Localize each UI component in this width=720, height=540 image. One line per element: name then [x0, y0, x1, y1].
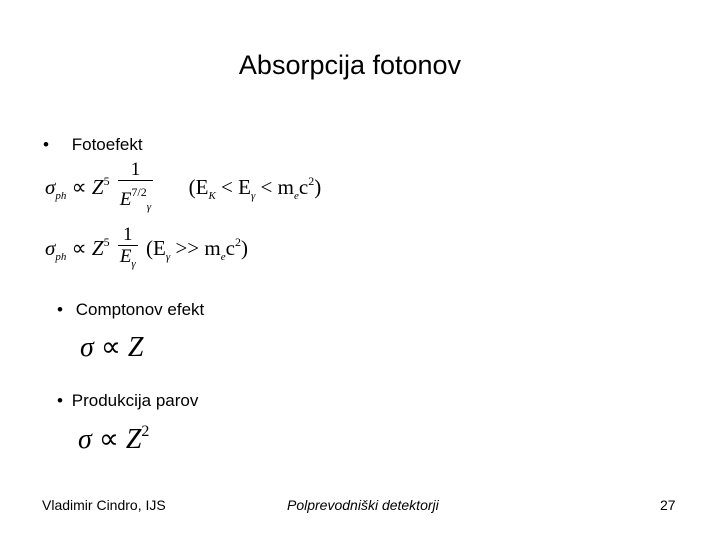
z-exponent: 2 — [141, 423, 150, 440]
footer-topic: Polprevodniški detektorji — [287, 497, 439, 513]
footer-author: Vladimir Cindro, IJS — [42, 497, 166, 513]
subscript-gamma: γ — [250, 189, 256, 202]
subscript-e: e — [293, 189, 299, 202]
condition-open: (E — [146, 235, 166, 260]
c-exponent: 2 — [308, 173, 315, 188]
equation-photo-low-energy — [45, 160, 321, 218]
proportional-symbol: ∝ — [71, 174, 87, 199]
much-greater-mass: >> m — [170, 235, 221, 260]
z-symbol: Z — [91, 235, 104, 260]
subscript-ph: ph — [55, 250, 67, 263]
condition-close: ) — [240, 235, 248, 260]
section-label: Comptonov efekt — [75, 300, 205, 319]
energy-symbol: E — [119, 189, 132, 210]
z-exponent: 5 — [103, 234, 110, 249]
less-than-mass: < m — [255, 174, 294, 199]
proportional-symbol: ∝ — [100, 332, 121, 363]
bullet: • — [43, 135, 49, 154]
subscript-ph: ph — [55, 189, 67, 202]
condition-close: ) — [314, 174, 322, 199]
slide-title: Absorpcija fotonov — [238, 50, 462, 80]
gamma-subscript: γ — [146, 201, 152, 213]
z-symbol: Z — [127, 332, 144, 363]
proportional-symbol: ∝ — [71, 235, 87, 260]
condition-open: (E — [188, 174, 209, 199]
bullet: • — [57, 391, 63, 410]
bullet: • — [57, 300, 63, 319]
equation-photo-high-energy — [45, 225, 248, 275]
sigma-symbol: σ — [80, 332, 94, 363]
section-compton — [57, 300, 204, 320]
z-symbol: Z — [91, 174, 104, 199]
fraction — [118, 160, 153, 218]
z-symbol: Z — [125, 424, 142, 455]
energy-symbol: E — [119, 246, 132, 267]
fraction-numerator: 1 — [123, 224, 133, 245]
c-symbol: c — [298, 174, 309, 199]
fraction-numerator: 1 — [130, 159, 141, 180]
section-label: Fotoefekt — [71, 135, 143, 154]
section-photoeffect — [43, 135, 143, 155]
proportional-symbol: ∝ — [98, 424, 119, 455]
footer-page-number: 27 — [660, 497, 676, 513]
c-symbol: c — [225, 235, 235, 260]
section-label: Produkcija parov — [71, 391, 199, 410]
less-than-energy: < E — [215, 174, 251, 199]
subscript-k: K — [208, 189, 216, 202]
fraction-denominator — [118, 245, 138, 275]
gamma-subscript: γ — [131, 258, 136, 270]
section-pair-production — [57, 391, 198, 411]
equation-compton — [80, 330, 143, 364]
equation-pair — [78, 422, 149, 456]
sigma-symbol: σ — [78, 424, 92, 455]
subscript-e: e — [220, 250, 226, 263]
fraction — [118, 225, 138, 275]
c-exponent: 2 — [234, 234, 241, 249]
energy-exponent: 7/2 — [131, 185, 147, 199]
z-exponent: 5 — [103, 173, 110, 188]
subscript-gamma: γ — [165, 250, 171, 263]
sigma-symbol: σ — [45, 174, 56, 199]
sigma-symbol: σ — [45, 235, 56, 260]
fraction-denominator — [118, 180, 153, 218]
